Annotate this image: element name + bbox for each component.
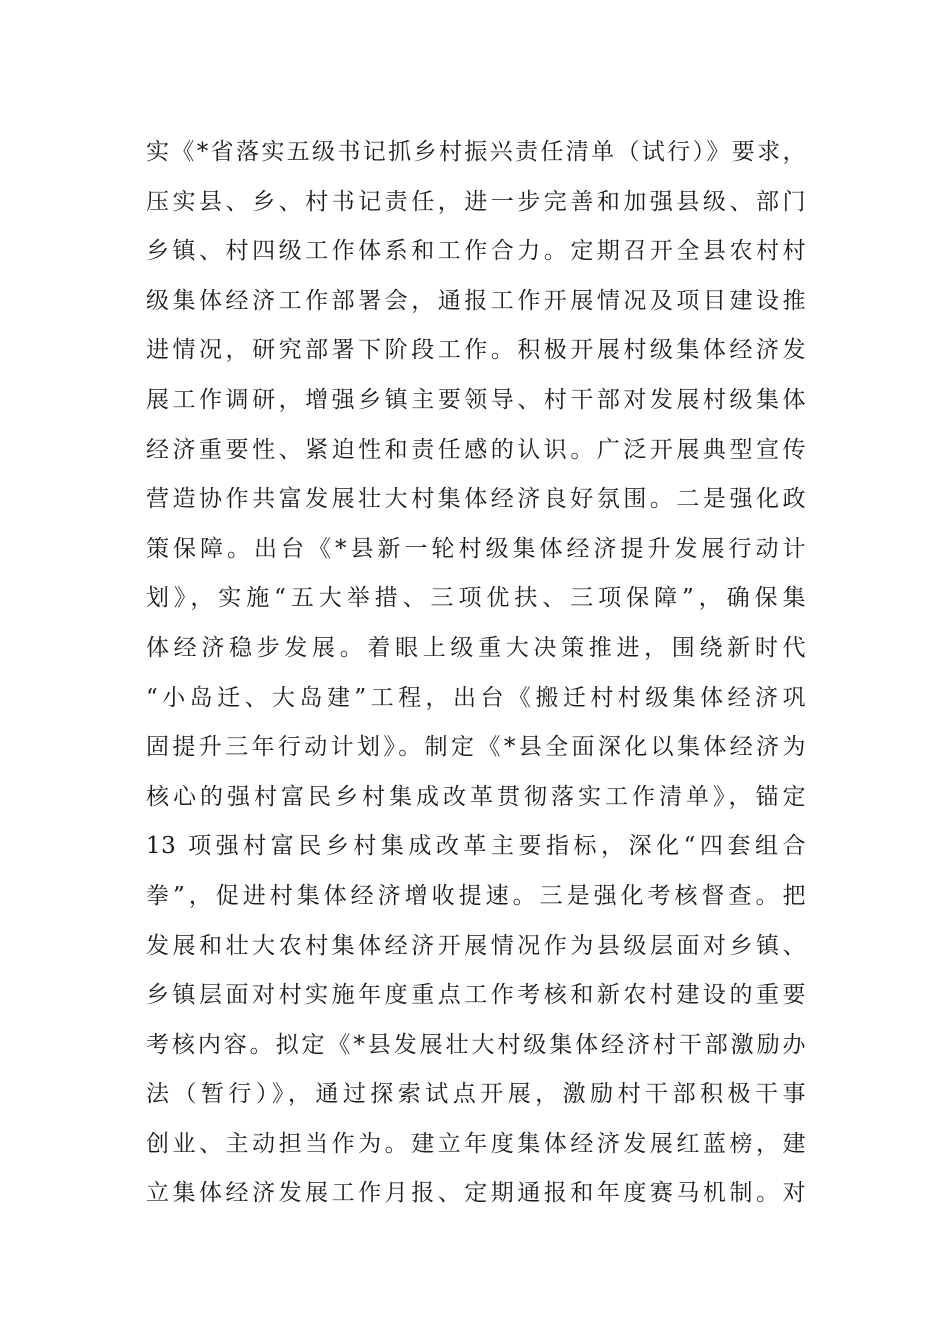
text-line: 划》，实施“五大举措、三项优扶、三项保障”，确保集: [146, 585, 806, 612]
text-line: 考核内容。拟定《*县发展壮大村级集体经济村干部激励办: [146, 1031, 806, 1058]
text-line: 级集体经济工作部署会，通报工作开展情况及项目建设推: [146, 287, 806, 314]
text-line: 压实县、乡、村书记责任，进一步完善和加强县级、部门: [146, 188, 806, 215]
body-paragraph: [146, 128, 806, 1219]
text-line: 发展和壮大农村集体经济开展情况作为县级层面对乡镇、: [146, 932, 806, 959]
text-line: 创业、主动担当作为。建立年度集体经济发展红蓝榜，建: [146, 1130, 806, 1157]
text-line: 展工作调研，增强乡镇主要领导、村干部对发展村级集体: [146, 386, 806, 413]
text-line: “小岛迁、大岛建”工程，出台《搬迁村村级集体经济巩: [146, 684, 806, 711]
text-line: 营造协作共富发展壮大村集体经济良好氛围。二是强化政: [146, 486, 806, 513]
text-line: 13 项强村富民乡村集成改革主要指标，深化“四套组合: [146, 833, 806, 860]
text-line: 法（暂行）》，通过探索试点开展，激励村干部积极干事: [146, 1081, 806, 1108]
text-line: 拳”，促进村集体经济增收提速。三是强化考核督查。把: [146, 882, 806, 909]
text-line: 乡镇、村四级工作体系和工作合力。定期召开全县农村村: [146, 238, 806, 265]
text-line: 固提升三年行动计划》。制定《*县全面深化以集体经济为: [146, 734, 806, 761]
text-line: 体经济稳步发展。着眼上级重大决策推进，围绕新时代: [146, 634, 806, 661]
text-line: 策保障。出台《*县新一轮村级集体经济提升发展行动计: [146, 535, 806, 562]
text-line: 实《*省落实五级书记抓乡村振兴责任清单（试行）》要求，: [146, 139, 806, 165]
text-line: 进情况，研究部署下阶段工作。积极开展村级集体经济发: [146, 337, 806, 364]
text-line: 经济重要性、紧迫性和责任感的认识。广泛开展典型宣传: [146, 436, 806, 463]
text-line: 立集体经济发展工作月报、定期通报和年度赛马机制。对: [146, 1180, 806, 1207]
text-line: 核心的强村富民乡村集成改革贯彻落实工作清单》，锚定: [146, 783, 806, 810]
text-line: 乡镇层面对村实施年度重点工作考核和新农村建设的重要: [146, 982, 806, 1009]
